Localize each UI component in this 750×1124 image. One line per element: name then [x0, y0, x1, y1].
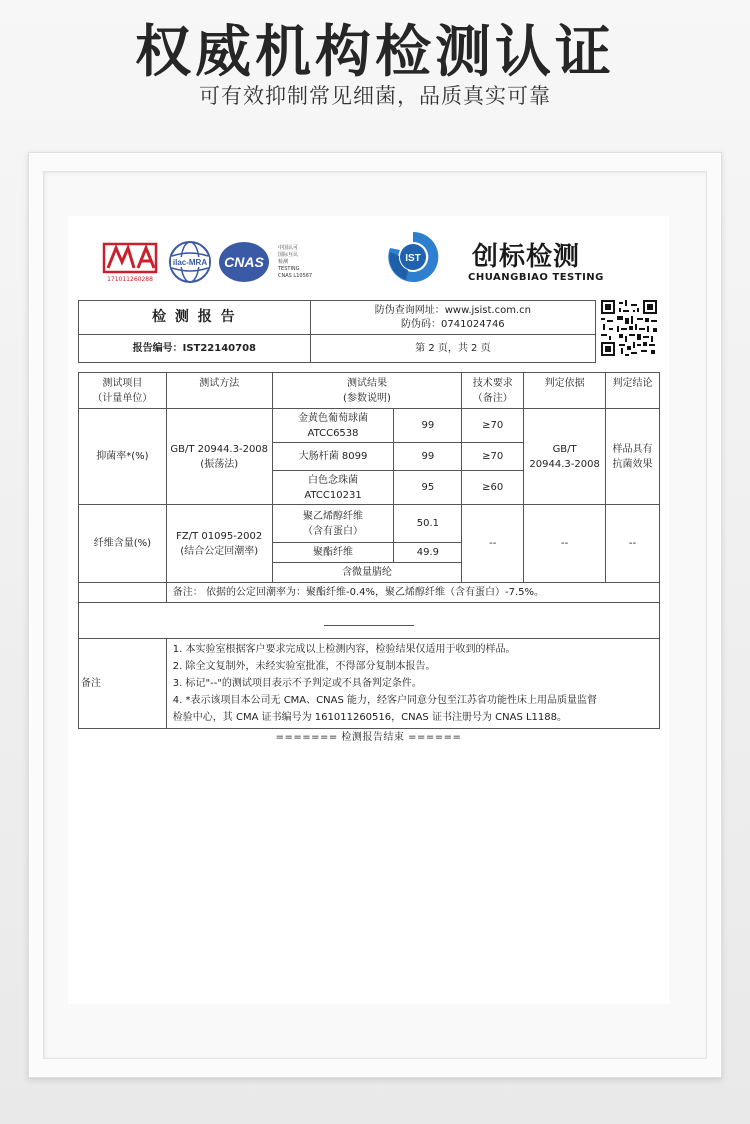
report-title: 检 测 报 告: [79, 301, 311, 335]
separator-line: [324, 625, 414, 626]
page-title: 权威机构检测认证: [135, 20, 615, 85]
report-header-table: [78, 300, 658, 363]
cma-logo: [98, 238, 162, 286]
header-line: （计量单位）: [92, 392, 153, 404]
header-line: 技术要求: [472, 377, 513, 389]
antibacterial-item: 抑菌率*(%): [79, 409, 167, 505]
method-line: FZ/T 01095-2002: [176, 530, 263, 542]
fiber-method: [166, 505, 272, 583]
certification-logos: [98, 236, 336, 288]
empty-cell: [79, 583, 167, 603]
header-requirement: [462, 373, 524, 409]
separator-row: [79, 603, 660, 639]
verification-code: 防伪码：0741024746: [401, 318, 505, 330]
header-test-method: 测试方法: [166, 373, 272, 409]
cnas-text-line: CNAS L10567: [278, 272, 313, 279]
notes-content: [166, 639, 659, 729]
cnas-text-line: 中国认可: [278, 244, 299, 251]
cnas-accreditation-text: [278, 245, 336, 280]
header-line: （备注）: [472, 392, 513, 404]
page-subtitle: 可有效抑制常见细菌，品质真实可靠: [199, 84, 551, 108]
fiber-basis: --: [524, 505, 606, 583]
ist-label: IST: [405, 253, 421, 264]
method-line: (振荡法): [200, 458, 239, 470]
note-item: 4. *表示该项目本公司无 CMA、CNAS 能力，经客户同意分包至江苏省功能性床上用品质量监督: [172, 695, 597, 706]
header-test-result: [272, 373, 462, 409]
note-item: 3. 标记"--"的测试项目表示不予判定或不具备判定条件。: [172, 678, 422, 689]
fiber-conclusion: --: [606, 505, 660, 583]
ilac-label: ilac-MRA: [172, 258, 208, 267]
ilac-mra-logo: [168, 240, 212, 284]
basis-line: 20944.3-2008: [529, 458, 600, 470]
ilac-globe-icon: [168, 240, 212, 284]
test-results-table: [78, 372, 660, 729]
header-conclusion: 判定结论: [606, 373, 660, 409]
page-indicator: 第 2 页，共 2 页: [310, 335, 596, 363]
conclusion-line: 样品具有: [612, 443, 653, 455]
method-line: (结合公定回潮率): [180, 545, 259, 557]
fiber-value: 49.9: [394, 543, 462, 563]
ist-logo-icon: [386, 230, 440, 284]
fiber-param: 含微量腈纶: [272, 563, 462, 583]
fiber-item: 纤维含量(%): [79, 505, 167, 583]
test-report-document: [68, 216, 669, 1004]
conclusion-line: 抗菌效果: [612, 458, 653, 470]
header-basis: 判定依据: [524, 373, 606, 409]
cma-number: 171011260288: [107, 276, 153, 283]
organism-value: 99: [394, 409, 462, 443]
cnas-text-line: TESTING: [278, 265, 300, 272]
note-item: 2. 除全文复制外，未经实验室批准，不得部分复制本报告。: [172, 661, 436, 672]
basis-line: GB/T: [552, 443, 577, 455]
param-line: 白色念珠菌: [308, 474, 359, 486]
organism-param: [272, 471, 394, 505]
organism-requirement: ≥70: [462, 443, 524, 471]
cnas-label: CNAS: [224, 254, 264, 270]
cnas-text-line: 国际互认: [278, 251, 299, 258]
param-line: ATCC6538: [307, 427, 359, 439]
lab-brand-name: 创标检测: [472, 242, 581, 272]
organism-value: 95: [394, 471, 462, 505]
param-line: ATCC10231: [304, 489, 362, 501]
header-line: 测试项目: [102, 377, 143, 389]
header-line: (参数说明): [343, 392, 391, 404]
report-number: 报告编号：IST22140708: [79, 335, 311, 363]
qr-code-icon: [601, 300, 657, 356]
fiber-value: 50.1: [394, 505, 462, 543]
verification-site: 防伪查询网址：www.jsist.com.cn: [374, 304, 531, 316]
param-line: （含有蛋白）: [303, 525, 364, 537]
fiber-param: 聚酯纤维: [272, 543, 394, 563]
fiber-param: [272, 505, 394, 543]
organism-requirement: ≥70: [462, 409, 524, 443]
fiber-remark: 备注： 依据的公定回潮率为：聚酯纤维-0.4%，聚乙烯醇纤维（含有蛋白）-7.5%。: [166, 583, 659, 603]
organism-value: 99: [394, 443, 462, 471]
cnas-logo: [218, 240, 270, 284]
param-line: 金黄色葡萄球菌: [298, 412, 369, 424]
organism-requirement: ≥60: [462, 471, 524, 505]
note-item: 1. 本实验室根据客户要求完成以上检测内容，检验结果仅适用于收到的样品。: [172, 644, 516, 655]
verification-info: [310, 301, 596, 335]
notes-label: 备注: [79, 639, 167, 729]
header-line: 测试结果: [346, 377, 387, 389]
organism-param: 大肠杆菌 8099: [272, 443, 394, 471]
fiber-requirement: --: [462, 505, 524, 583]
lab-brand-name-en: CHUANGBIAO TESTING: [468, 272, 604, 283]
cnas-mark-icon: [218, 240, 270, 284]
method-line: GB/T 20944.3-2008: [170, 443, 269, 455]
report-end-mark: ======= 检测报告结束 ======: [275, 732, 462, 743]
note-item: 检验中心，其 CMA 证书编号为 161011260516，CNAS 证书注册号为 CNAS L1188。: [172, 712, 567, 723]
organism-param: [272, 409, 394, 443]
header-test-item: [79, 373, 167, 409]
antibacterial-basis: [524, 409, 606, 505]
antibacterial-conclusion: [606, 409, 660, 505]
param-line: 聚乙烯醇纤维: [303, 510, 364, 522]
cnas-text-line: 检测: [278, 258, 289, 265]
antibacterial-method: [166, 409, 272, 505]
